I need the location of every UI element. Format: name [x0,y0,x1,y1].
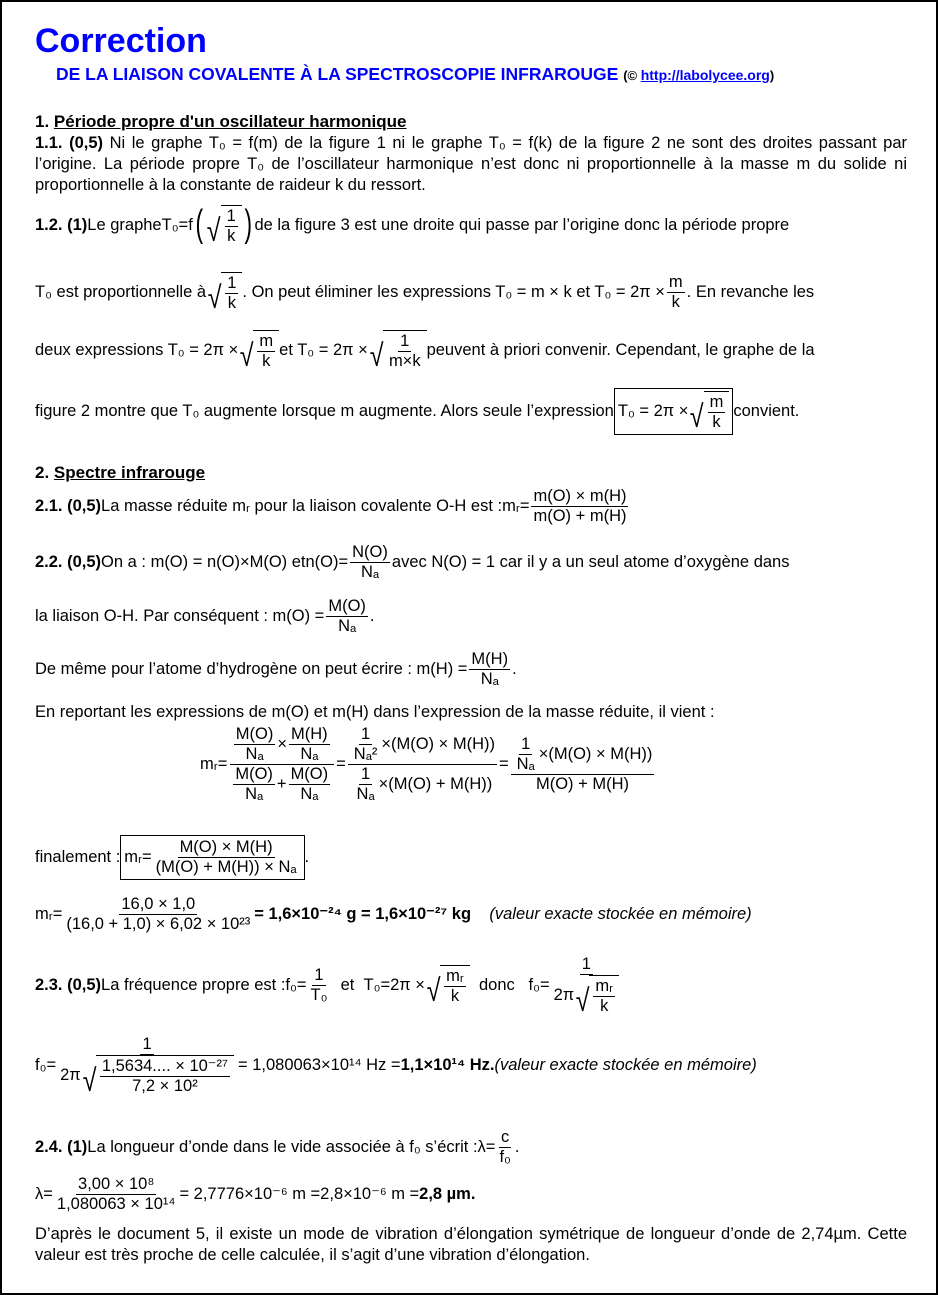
frequency-calculation [35,1035,757,1096]
denominator: Nₐ [480,669,499,688]
fraction [593,977,615,1016]
math-symbol: = [46,1055,57,1074]
numerator: 1 [581,955,591,973]
math-symbol: mᵣ [200,754,218,773]
denominator: Nₐ² [353,744,378,763]
section-1-title: Période propre d'un oscillateur harmonique [53,112,407,131]
wavelength-calculation [35,1175,475,1214]
denominator: k [227,226,236,245]
math-symbol: × [381,734,391,753]
denominator: (16,0 + 1,0) × 6,02 × 10²³ [66,914,251,933]
sqrt-1-over-mk [368,330,427,371]
radicand [253,330,279,371]
formula-T0-f-sqrt-1-over-k [162,205,255,246]
radicand [704,391,730,432]
text: donc [479,975,515,994]
fraction [64,895,252,934]
result: = 1,080063×10¹⁴ Hz = [237,1055,401,1074]
fraction-MH-over-NA [469,650,510,689]
copyright-open: (© [623,68,641,83]
fraction [234,725,276,764]
numerator: 1 [227,274,237,292]
math-expression: (M(O) × M(H)) [548,744,653,763]
note: (valeur exacte stockée en mémoire) [489,904,752,923]
reduced-mass-derivation [200,725,656,804]
math-symbol: = [142,847,152,866]
math-symbol: 2π [553,985,575,1004]
radical-sign: √ [575,982,590,1018]
answer-2-2-line-1 [35,543,789,582]
fraction [309,966,330,1005]
math-symbol: T₀ [363,975,381,994]
denominator: k [227,293,236,312]
math-symbol: = [43,1184,53,1203]
period: . [512,659,517,678]
text: de la figure 3 est une droite qui passe par l’origine donc la période propre [254,215,790,234]
text: . En revanche les [686,282,815,301]
denominator: (M(O) + M(H)) × Nₐ [155,857,297,876]
denominator: Nₐ [300,784,319,803]
numerator: 3,00 × 10⁸ [78,1175,155,1193]
denominator: k [262,351,271,370]
numerator [511,735,655,775]
math-symbol: 2π [60,1065,81,1084]
math-expression: (M(O) × M(H)) [390,734,495,753]
fraction [233,765,275,804]
text: et [340,975,355,994]
numerator: M(H) [471,650,509,668]
text: De même pour l’atome d’hydrogène on peut écrire : m(H) = [35,659,468,678]
denominator: Nₐ [516,754,535,773]
fraction-NO-over-NA [350,543,390,582]
math-expression: (M(O) + M(H)) [388,774,493,793]
numerator: 16,0 × 1,0 [121,895,196,913]
denominator: Nₐ [356,784,375,803]
denominator: T₀ [310,985,328,1004]
math-symbol: f₀ [528,975,540,994]
math-symbol: + [276,774,287,793]
text: T₀ est proportionnelle à [35,282,207,301]
numerator: mᵣ [446,966,464,985]
denominator [552,975,621,1016]
radical-sign: √ [82,1062,97,1098]
numerator: 1,5634.... × 10⁻²⁷ [101,1056,228,1075]
math-symbol: mᵣ [35,904,53,923]
fraction [55,1175,178,1214]
section-1-number: 1. [35,112,54,131]
denominator: f₀ [499,1147,511,1166]
denominator: Nₐ [338,616,357,635]
fraction [515,735,537,774]
radical-sign: √ [426,972,441,1008]
math-symbol: λ [477,1137,486,1156]
fraction [355,765,377,804]
math-symbol: = [52,904,63,923]
question-label: 1.1. (0,5) [35,134,104,152]
period: . [514,1137,520,1156]
math-symbol: mᵣ [502,496,520,515]
numerator: M(H) [291,725,328,743]
answer-2-3-line-1: 2.3. (0,5) La fréquence propre est : f₀ = $\frac{1}{\text{T₀}}$ et T₀ = 2π × √ $\frac{\text{mᵣ}}{k}$ donc f₀ = 1 2π √ $\frac{\text{mᵣ}}{k}$ [35,955,623,1016]
denominator: Nₐ [245,784,264,803]
answer-1-2-line-2 [35,272,814,313]
fraction [257,332,275,371]
section-2-number: 2. [35,463,54,482]
answer-2-2-line-4: En reportant les expressions de m(O) et m(H) dans l’expression de la masse réduite, il vient : [35,703,715,721]
denominator: k [450,986,460,1005]
fraction [352,725,380,764]
question-label: 2.4. (1) [35,1137,88,1156]
period: . [369,606,375,625]
math-symbol: = [336,754,346,773]
result-rounded: 2,8 µm. [419,1184,476,1203]
radical-sign: √ [369,337,384,373]
math-symbol: = [178,215,189,234]
text: On a : m(O) = n(O)×M(O) et [101,552,306,571]
page-title: Correction [35,22,207,60]
math-symbol: mᵣ [124,847,142,866]
result-rounded: 1,1×10¹⁴ Hz. [400,1055,495,1074]
sqrt-m-over-k [238,330,279,371]
numerator: m [259,332,274,350]
numerator: 1 [400,332,410,350]
numerator [230,725,334,765]
numerator: m [668,273,683,291]
denominator: Nₐ [300,744,319,763]
denominator: k [600,996,609,1015]
numerator: N(O) [352,543,388,561]
math-symbol: × [277,734,288,753]
note: (valeur exacte stockée en mémoire) [494,1055,757,1074]
fraction [225,207,238,246]
text: convient. [733,401,800,420]
fraction [289,725,330,764]
radicand [440,965,470,1006]
fraction-step-1 [229,725,334,804]
boxed-answer-T0 [614,388,733,435]
math-symbol: = [519,496,530,515]
math-symbol: f [188,215,193,234]
text: La fréquence propre est : [101,975,286,994]
numerator: 1 [142,1035,152,1053]
result: = 1,6×10⁻²⁴ g = 1,6×10⁻²⁷ kg [254,905,472,924]
radicand [383,330,427,371]
sqrt [205,205,241,246]
text: La longueur d’onde dans le vide associée à f₀ s’écrit : [87,1137,478,1156]
reduced-mass-calculation [35,895,752,934]
fraction-MO-over-NA [326,597,368,636]
math-symbol: f₀ [285,975,297,994]
fraction [154,838,299,877]
copyright-notice [623,68,774,83]
text: peuvent à priori convenir. Cependant, le graphe de la [426,340,815,359]
denominator [229,765,334,804]
radicand [221,205,242,246]
numerator: 1 [521,734,531,753]
fraction [497,1128,512,1167]
numerator: 1 [360,725,371,743]
math-symbol: × [378,774,389,793]
numerator: m [709,393,724,411]
fraction [387,332,423,371]
fraction [289,765,331,804]
radical-sign: √ [207,279,222,315]
denominator: 7,2 × 10² [132,1076,198,1095]
fraction [225,274,238,313]
answer-2-2-line-3 [35,650,517,689]
denominator: 1,080063 × 10¹⁴ [56,1194,176,1213]
period: . [304,847,310,866]
answer-2-1 [35,487,630,526]
math-symbol: × [538,744,549,763]
radical-sign: √ [207,212,221,248]
sqrt [574,975,619,1016]
answer-2-4-conclusion: D’après le document 5, il existe un mode de vibration d’élongation symétrique de longueur d’onde de 2,74µm. Cette valeur est très proche de celle calculée, il s’agit d’une vibration d’élongation. [35,1225,907,1264]
numerator: 1 [314,965,324,984]
boxed-reduced-mass-formula [120,835,304,880]
copyright-close: ) [769,68,775,83]
numerator: m(O) × m(H) [533,487,627,505]
answer-2-2-line-2 [35,597,375,636]
denominator: m(O) + m(H) [533,506,627,525]
fraction-reduced-mass [531,487,628,526]
fraction [444,967,466,1006]
question-label: 1.2. (1) [35,215,88,234]
numerator: c [501,1128,510,1146]
radicand [221,272,242,313]
numerator: M(O) [235,764,273,783]
denominator: k [671,292,680,311]
paren: ( [195,203,203,246]
text: et T₀ = 2π × [279,340,368,359]
section-2-heading [35,463,205,483]
math-symbol: = [217,754,228,773]
numerator: M(O) [328,597,366,615]
numerator: mᵣ [595,976,614,995]
sqrt-1-over-k [206,272,242,313]
numerator: M(O) [235,725,274,743]
math-symbol: = [296,975,307,994]
text: T₀ = 2π × [617,401,689,420]
math-symbol: = [485,1137,496,1156]
question-label: 2.1. (0,5) [35,496,102,515]
numerator: 1 [226,207,236,225]
fraction [552,955,621,1016]
numerator: 1 [360,764,371,783]
math-symbol: 2π [390,975,411,994]
math-symbol: = [380,975,391,994]
denominator: m×k [388,351,421,370]
answer-1-2-line-1 [35,205,789,246]
fraction-step-3 [511,735,655,794]
radicand [589,975,619,1016]
text: deux expressions T₀ = 2π × [35,340,239,359]
fraction-step-2 [348,725,497,804]
denominator [58,1055,236,1096]
math-symbol: λ [35,1184,44,1203]
section-1-heading [35,112,407,132]
answer-2-4-line-1 [35,1128,519,1167]
text: la liaison O-H. Par conséquent : m(O) = [35,606,325,625]
answer-text: Ni le graphe T₀ = f(m) de la figure 1 ni le graphe T₀ = f(k) de la figure 2 ne sont des droites passant par l’origine. La période propre T₀ de l’oscillateur harmonique n’est donc ni proportionnelle à la masse m du solide ni proportionnelle à la constante de raideur k du ressort. [35,134,907,194]
radical-sign: √ [690,398,704,434]
math-symbol: = [338,552,349,571]
denominator: M(O) + M(H) [535,774,630,793]
denominator: Nₐ [245,744,264,763]
numerator: M(O) × M(H) [179,838,273,856]
source-link[interactable]: http://labolycee.org [640,67,770,83]
math-symbol: = [499,754,509,773]
answer-1-1 [35,133,907,196]
math-symbol: f₀ [35,1055,47,1074]
text: Le graphe [87,215,162,234]
radicand [96,1055,234,1096]
final-reduced-mass [35,835,309,880]
denominator: Nₐ [360,562,380,581]
fraction [58,1035,236,1096]
text: avec N(O) = 1 car il y a un seul atome d’oxygène dans [391,552,790,571]
subtitle-text: DE LA LIAISON COVALENTE À LA SPECTROSCOPIE INFRAROUGE [56,64,619,84]
radical-sign: √ [239,337,254,373]
denominator [351,765,495,804]
denominator: k [712,412,721,431]
text: La masse réduite mᵣ pour la liaison covalente O-H est : [101,496,503,515]
section-2-title: Spectre infrarouge [53,463,206,482]
fraction [708,393,726,432]
page-subtitle [56,64,774,85]
fraction-m-over-k [667,273,685,312]
text: finalement : [35,847,121,866]
question-label: 2.2. (0,5) [35,552,102,571]
text: figure 2 montre que T₀ augmente lorsque m augmente. Alors seule l’expression [35,401,614,420]
result: = 2,7776×10⁻⁶ m =2,8×10⁻⁶ m = [179,1185,420,1204]
paren: ) [244,203,252,246]
question-label: 2.3. (0,5) [35,975,102,994]
numerator [348,725,497,765]
sqrt-mr-over-k [425,965,470,1006]
text: . On peut éliminer les expressions T₀ = m × k et T₀ = 2π × [242,282,665,301]
sqrt [81,1055,234,1096]
math-symbol: = [539,975,550,994]
fraction [100,1057,230,1096]
answer-1-2-line-3 [35,330,815,371]
answer-1-2-line-4 [35,388,799,435]
numerator: M(O) [290,764,329,783]
math-symbol: n(O) [305,552,339,571]
sqrt-m-over-k [688,391,729,432]
math-symbol: T₀ [161,215,179,234]
